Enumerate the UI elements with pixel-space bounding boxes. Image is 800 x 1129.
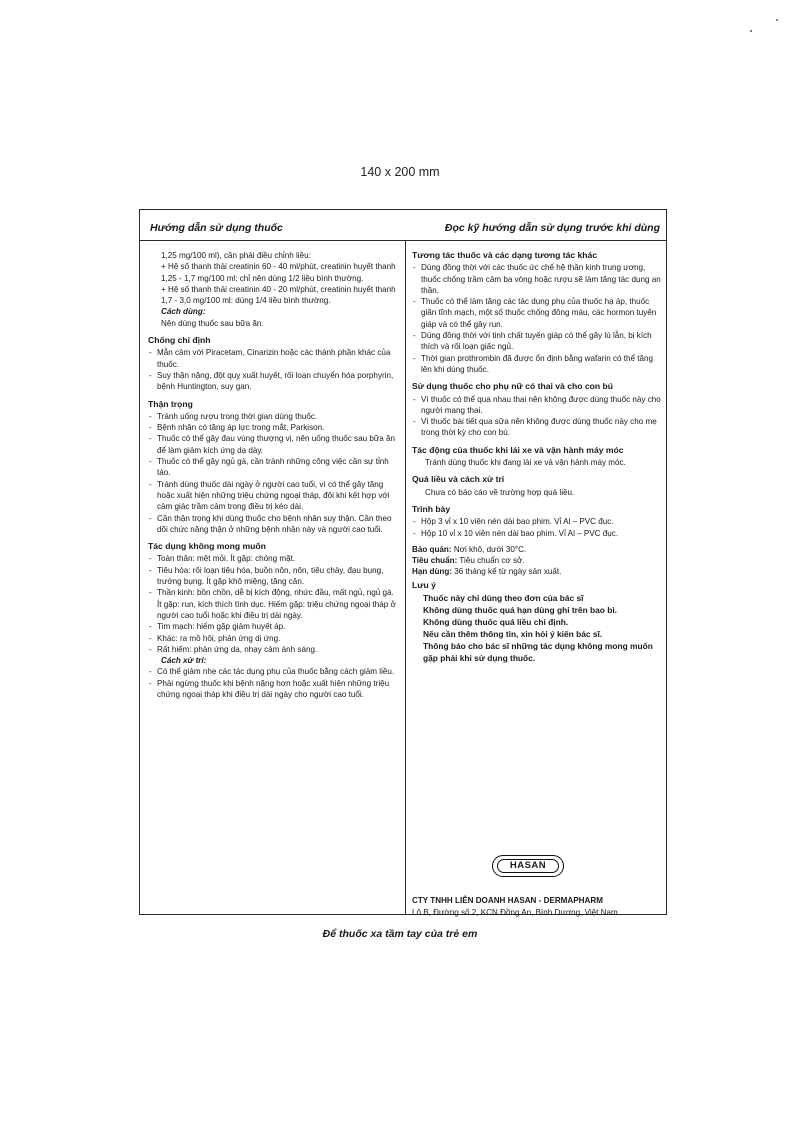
expiry-label: Hạn dùng:	[412, 567, 453, 577]
hasan-logo	[492, 855, 566, 879]
list-item: - Vì thuốc có thể qua nhau thai nên không được dùng thuốc này cho người mang thai.	[412, 394, 662, 417]
treatment-list	[148, 666, 398, 700]
list-item: - Thời gian prothrombin đã được ổn định bằng wafarin có thể tăng lên khi dùng thuốc.	[412, 353, 662, 376]
caution-list	[148, 411, 398, 535]
company-address: Lô B, Đường số 2, KCN Đồng An, Bình Dương, Việt Nam	[412, 908, 618, 917]
header-warning: Đọc kỹ hướng dẫn sử dụng trước khi dùng	[444, 222, 660, 234]
list-item: - Tránh dùng thuốc dài ngày ở người cao tuổi, vì có thể gây tăng hoặc xuất hiện những triệu chứng ngoại tháp, đôi khi kết hợp với cảm giác trầm cảm trong điều trị kéo dài.	[148, 479, 398, 513]
pregnancy-heading: Sử dụng thuốc cho phụ nữ có thai và cho con bú	[412, 381, 614, 392]
logo-text: HASAN	[497, 859, 559, 873]
treatment-title: Cách xử trí:	[161, 656, 207, 666]
list-item: - Phải ngừng thuốc khi bệnh nặng hơn hoặc xuất hiện những triệu chứng ngoại tháp khi điều trị dài ngày cho người cao tuổi.	[148, 678, 398, 701]
header-title: Hướng dẫn sử dụng thuốc	[150, 222, 283, 234]
column-divider	[405, 241, 406, 914]
note-line: Không dùng thuốc quá hạn dùng ghi trên bao bì.	[423, 605, 617, 616]
list-item: - Cần thận trọng khi dùng thuốc cho bệnh nhân suy thận. Cần theo dõi chức năng thận ở những bệnh nhân này và người cao tuổi.	[148, 513, 398, 536]
list-item: - Suy thận nặng, đột quỵ xuất huyết, rối loạn chuyển hóa porphyrin, bệnh Huntington, suy gan.	[148, 370, 398, 393]
company-block	[412, 895, 662, 919]
scan-speck	[776, 19, 778, 21]
list-item: - Tim mạch: hiếm gặp giảm huyết áp.	[148, 621, 398, 632]
interactions-list	[412, 262, 662, 375]
company-name: CTY TNHH LIÊN DOANH HASAN - DERMAPHARM	[412, 896, 603, 905]
list-item: - Dùng đồng thời với các thuốc ức chế hệ thần kinh trung ương, thuốc chống trầm cảm ba vòng hoặc rượu sẽ làm tăng tác dụng an thần.	[412, 262, 662, 296]
contraindications-list	[148, 347, 398, 392]
contraindications-heading: Chống chỉ định	[148, 335, 211, 346]
leaflet-header	[140, 210, 666, 241]
dimension-label: 140 x 200 mm	[360, 165, 440, 179]
overdose-heading: Quá liều và cách xử trí	[412, 474, 505, 485]
storage-label: Bảo quản:	[412, 544, 452, 554]
driving-heading: Tác động của thuốc khi lái xe và vận hành máy móc	[412, 444, 624, 455]
expiry-value: 36 tháng kể từ ngày sản xuất.	[454, 567, 562, 577]
list-item: - Thần kinh: bồn chồn, dễ bị kích động, nhức đầu, mất ngủ, ngủ gà. Ít gặp: run, kích thích tình dục. Hiếm gặp: triệu chứng ngoại tháp ở người cao tuổi hoặc khi điều trị dài ngày.	[148, 587, 398, 621]
driving-text: Tránh dùng thuốc khi đang lái xe và vận hành máy móc.	[425, 458, 626, 468]
adverse-effects-heading: Tác dụng không mong muốn	[148, 541, 266, 552]
child-safety-warning: Để thuốc xa tầm tay của trẻ em	[322, 928, 478, 940]
list-item: - Hộp 10 vỉ x 10 viên nén dài bao phim. Vỉ Al – PVC đục.	[412, 528, 662, 539]
list-item: - Tiêu hóa: rối loạn tiêu hóa, buồn nôn, nôn, tiêu chảy, đau bụng, trướng bụng. Ít gặp khô miệng, tăng cân.	[148, 565, 398, 588]
presentation-list	[412, 516, 662, 539]
list-item: - Vì thuốc bài tiết qua sữa nên không được dùng thuốc này cho mẹ trong thời kỳ cho con bú.	[412, 416, 662, 439]
standard-value: Tiêu chuẩn cơ sở.	[459, 556, 525, 566]
list-item: - Bệnh nhân có tăng áp lực trong mắt, Parkison.	[148, 422, 398, 433]
list-item: - Khác: ra mồ hôi, phản ứng dị ứng.	[148, 633, 398, 644]
list-item: - Mẫn cảm với Piracetam, Cinarizin hoặc các thành phần khác của thuốc.	[148, 347, 398, 370]
caution-heading: Thận trọng	[148, 398, 193, 409]
list-item: - Tránh uống rượu trong thời gian dùng thuốc.	[148, 411, 398, 422]
usage-title: Cách dùng:	[161, 307, 206, 317]
overdose-text: Chưa có báo cáo về trường hợp quá liều.	[425, 487, 575, 497]
storage-value: Nơi khô, dưới 30°C.	[453, 544, 527, 554]
note-line: Nếu cần thêm thông tin, xin hỏi ý kiến bác sĩ.	[423, 629, 603, 640]
list-item: - Có thể giảm nhẹ các tác dụng phụ của thuốc bằng cách giảm liều.	[148, 666, 398, 677]
adverse-effects-list	[148, 553, 398, 655]
dosage-rule: + Hệ số thanh thải creatinin 40 - 20 ml/phút, creatinin huyết thanh 1,7 - 3,0 mg/100 ml: dùng 1/4 liều bình thường.	[161, 284, 396, 306]
expiry-line	[412, 566, 662, 577]
dosage-intro: 1,25 mg/100 ml), cần phải điều chỉnh liều:	[161, 251, 311, 260]
list-item: - Thuốc có thể làm tăng các tác dụng phụ của thuốc hạ áp, thuốc giãn tĩnh mạch, một số thuốc chống đông máu, các hormon tuyến giáp và có thể gây run.	[412, 296, 662, 330]
left-column	[148, 250, 398, 906]
leaflet-frame	[139, 209, 667, 915]
interactions-heading: Tương tác thuốc và các dạng tương tác khác	[412, 250, 598, 260]
scan-speck	[750, 30, 752, 32]
list-item: - Hộp 3 vỉ x 10 viên nén dài bao phim. Vỉ Al – PVC đục.	[412, 516, 662, 527]
pregnancy-list	[412, 394, 662, 439]
note-heading: Lưu ý	[412, 579, 436, 590]
usage-text: Nên dùng thuốc sau bữa ăn.	[161, 318, 264, 328]
note-line: Không dùng thuốc quá liều chỉ định.	[423, 617, 569, 628]
list-item: - Rất hiếm: phản ứng da, nhạy cảm ánh sáng.	[148, 644, 398, 655]
logo-outer-ring	[492, 855, 564, 877]
note-line: Thuốc này chỉ dùng theo đơn của bác sĩ	[423, 593, 584, 604]
right-column	[412, 250, 662, 917]
standard-label: Tiêu chuẩn:	[412, 556, 458, 566]
note-line: Thông báo cho bác sĩ những tác dụng không mong muốn gặp phải khi sử dụng thuốc.	[423, 641, 653, 664]
standard-line	[412, 555, 662, 566]
list-item: - Dùng đồng thời với tinh chất tuyến giáp có thể gây lú lẫn, bị kích thích và rối loạn giấc ngủ.	[412, 330, 662, 353]
list-item: - Thuốc có thể gây đau vùng thượng vị, nên uống thuốc sau bữa ăn để làm giảm kích ứng dạ dày.	[148, 433, 398, 456]
list-item: - Thuốc có thể gây ngủ gà, cần tránh những công việc cần sự tỉnh táo.	[148, 456, 398, 479]
list-item: - Toàn thân: mệt mỏi. Ít gặp: chóng mặt.	[148, 553, 398, 564]
dosage-rule: + Hệ số thanh thải creatinin 60 - 40 ml/phút, creatinin huyết thanh 1,25 - 1,7 mg/100 ml: chỉ nên dùng 1/2 liều bình thường.	[161, 262, 396, 283]
storage-line	[412, 544, 662, 555]
presentation-heading: Trình bày	[412, 503, 451, 514]
